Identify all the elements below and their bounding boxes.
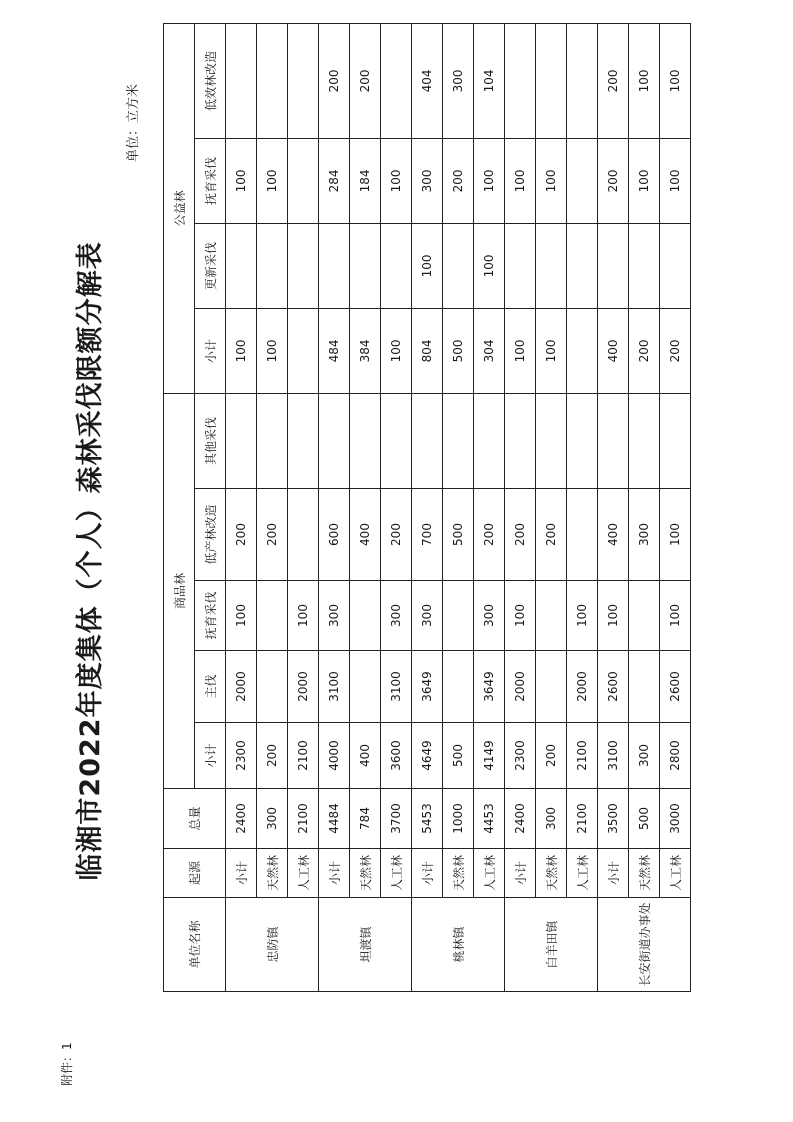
cell-c-sub: 400	[350, 723, 381, 789]
cell-c-main	[350, 651, 381, 723]
header-renewal-cut: 更新采伐	[195, 223, 226, 308]
cell-p-sub: 804	[412, 308, 443, 393]
header-low-efficiency: 低效林改造	[195, 23, 226, 138]
cell-total: 2100	[288, 789, 319, 849]
cell-p-low: 200	[319, 23, 350, 138]
cell-c-main: 3100	[381, 651, 412, 723]
cell-c-main	[443, 651, 474, 723]
cell-p-low	[505, 23, 536, 138]
cell-p-renew	[288, 223, 319, 308]
cell-c-other	[598, 393, 629, 488]
cell-c-main	[629, 651, 660, 723]
cell-p-tend: 200	[598, 138, 629, 223]
cell-total: 2400	[505, 789, 536, 849]
cell-origin: 人工林	[660, 849, 691, 898]
cell-p-low	[567, 23, 598, 138]
cell-c-other	[257, 393, 288, 488]
cell-origin: 天然林	[443, 849, 474, 898]
cell-c-tend	[443, 581, 474, 651]
cell-origin: 人工林	[567, 849, 598, 898]
cell-p-sub	[288, 308, 319, 393]
cell-origin: 天然林	[257, 849, 288, 898]
cell-c-low: 400	[598, 489, 629, 581]
cell-p-tend: 100	[660, 138, 691, 223]
unit-name-cell: 白羊田镇	[505, 898, 598, 992]
table-row	[598, 23, 629, 991]
cell-p-renew: 100	[474, 223, 505, 308]
cell-c-other	[474, 393, 505, 488]
quota-table-body	[226, 23, 691, 991]
cell-c-main: 2000	[226, 651, 257, 723]
header-main-cut: 主伐	[195, 651, 226, 723]
table-row	[660, 23, 691, 991]
table-row	[350, 23, 381, 991]
cell-p-tend: 300	[412, 138, 443, 223]
cell-c-sub: 2300	[505, 723, 536, 789]
header-public-forest: 公益林	[164, 23, 195, 393]
cell-p-low: 104	[474, 23, 505, 138]
cell-p-sub: 304	[474, 308, 505, 393]
unit-name-cell: 桃林镇	[412, 898, 505, 992]
cell-c-sub: 4649	[412, 723, 443, 789]
cell-p-tend: 284	[319, 138, 350, 223]
cell-c-low: 200	[505, 489, 536, 581]
cell-p-sub: 400	[598, 308, 629, 393]
cell-c-sub: 2100	[288, 723, 319, 789]
table-row	[536, 23, 567, 991]
cell-c-main: 2000	[288, 651, 319, 723]
unit-name-cell: 坦渡镇	[319, 898, 412, 992]
cell-origin: 天然林	[350, 849, 381, 898]
cell-p-renew	[319, 223, 350, 308]
cell-p-sub	[567, 308, 598, 393]
cell-c-other	[660, 393, 691, 488]
cell-origin: 小计	[505, 849, 536, 898]
cell-p-sub: 100	[257, 308, 288, 393]
header-commercial-subtotal: 小计	[195, 723, 226, 789]
cell-c-other	[319, 393, 350, 488]
cell-p-tend: 100	[536, 138, 567, 223]
cell-c-tend: 100	[660, 581, 691, 651]
cell-total: 3700	[381, 789, 412, 849]
cell-total: 1000	[443, 789, 474, 849]
cell-c-tend	[629, 581, 660, 651]
header-other-cut: 其他采伐	[195, 393, 226, 488]
cell-c-other	[288, 393, 319, 488]
cell-p-tend: 100	[381, 138, 412, 223]
cell-origin: 小计	[598, 849, 629, 898]
cell-c-low: 400	[350, 489, 381, 581]
cell-p-tend	[567, 138, 598, 223]
table-row	[474, 23, 505, 991]
cell-total: 2400	[226, 789, 257, 849]
table-row	[257, 23, 288, 991]
cell-c-tend: 300	[474, 581, 505, 651]
cell-p-low: 100	[660, 23, 691, 138]
table-row	[629, 23, 660, 991]
unit-name-cell: 忠防镇	[226, 898, 319, 992]
cell-c-main: 2000	[567, 651, 598, 723]
cell-c-low: 300	[629, 489, 660, 581]
unit-label: 单位：立方米	[126, 83, 141, 162]
cell-p-renew	[443, 223, 474, 308]
cell-total: 500	[629, 789, 660, 849]
cell-total: 2100	[567, 789, 598, 849]
quota-table	[163, 23, 691, 992]
cell-origin: 人工林	[381, 849, 412, 898]
cell-p-renew	[257, 223, 288, 308]
cell-c-main	[257, 651, 288, 723]
cell-p-sub: 200	[660, 308, 691, 393]
cell-c-other	[505, 393, 536, 488]
cell-p-tend: 100	[257, 138, 288, 223]
cell-origin: 人工林	[288, 849, 319, 898]
cell-p-renew	[226, 223, 257, 308]
table-row	[226, 23, 257, 991]
cell-c-tend	[350, 581, 381, 651]
cell-p-low	[288, 23, 319, 138]
cell-p-sub: 100	[536, 308, 567, 393]
header-low-yield: 低产林改造	[195, 489, 226, 581]
cell-p-tend: 200	[443, 138, 474, 223]
cell-c-sub: 2800	[660, 723, 691, 789]
cell-p-sub: 100	[381, 308, 412, 393]
header-unit-name: 单位名称	[164, 898, 226, 992]
cell-total: 4484	[319, 789, 350, 849]
cell-c-low	[567, 489, 598, 581]
cell-c-other	[443, 393, 474, 488]
cell-c-sub: 200	[536, 723, 567, 789]
document-title: 临湘市2022年度集体（个人）森林采伐限额分解表	[75, 241, 106, 881]
cell-p-low	[536, 23, 567, 138]
cell-c-tend: 100	[505, 581, 536, 651]
cell-origin: 天然林	[629, 849, 660, 898]
table-row	[412, 23, 443, 991]
cell-c-tend: 100	[288, 581, 319, 651]
unit-name-cell: 长安街道办事处	[598, 898, 691, 992]
cell-p-renew	[598, 223, 629, 308]
table-row	[443, 23, 474, 991]
cell-origin: 小计	[412, 849, 443, 898]
cell-p-renew	[505, 223, 536, 308]
cell-origin: 人工林	[474, 849, 505, 898]
cell-c-main: 2600	[598, 651, 629, 723]
cell-c-tend: 300	[412, 581, 443, 651]
cell-p-sub: 100	[505, 308, 536, 393]
cell-p-renew	[629, 223, 660, 308]
cell-c-sub: 200	[257, 723, 288, 789]
cell-c-sub: 300	[629, 723, 660, 789]
cell-c-other	[226, 393, 257, 488]
cell-c-tend	[536, 581, 567, 651]
cell-p-low	[381, 23, 412, 138]
cell-c-sub: 2100	[567, 723, 598, 789]
cell-c-low: 700	[412, 489, 443, 581]
cell-c-tend	[257, 581, 288, 651]
cell-total: 300	[257, 789, 288, 849]
cell-p-renew	[567, 223, 598, 308]
cell-c-main: 3649	[412, 651, 443, 723]
cell-c-tend: 100	[598, 581, 629, 651]
cell-total: 784	[350, 789, 381, 849]
cell-c-tend: 100	[567, 581, 598, 651]
cell-c-low: 500	[443, 489, 474, 581]
cell-p-low: 404	[412, 23, 443, 138]
cell-p-tend: 184	[350, 138, 381, 223]
cell-origin: 小计	[319, 849, 350, 898]
cell-total: 3500	[598, 789, 629, 849]
cell-p-low: 100	[629, 23, 660, 138]
cell-c-tend: 300	[381, 581, 412, 651]
cell-c-sub: 2300	[226, 723, 257, 789]
header-commercial-tending: 抚育采伐	[195, 581, 226, 651]
cell-c-sub: 4149	[474, 723, 505, 789]
cell-c-low: 200	[226, 489, 257, 581]
cell-p-low	[226, 23, 257, 138]
header-public-tending: 抚育采伐	[195, 138, 226, 223]
cell-p-renew	[381, 223, 412, 308]
cell-c-low	[288, 489, 319, 581]
cell-total: 5453	[412, 789, 443, 849]
cell-p-low: 300	[443, 23, 474, 138]
cell-c-main: 2000	[505, 651, 536, 723]
cell-c-low: 200	[474, 489, 505, 581]
cell-c-low: 200	[381, 489, 412, 581]
cell-p-low: 200	[350, 23, 381, 138]
cell-c-main: 2600	[660, 651, 691, 723]
annex-label: 附件：1	[60, 1042, 74, 1086]
cell-p-tend: 100	[505, 138, 536, 223]
cell-c-sub: 3600	[381, 723, 412, 789]
cell-c-sub: 4000	[319, 723, 350, 789]
cell-p-tend	[288, 138, 319, 223]
cell-total: 4453	[474, 789, 505, 849]
cell-c-tend: 300	[319, 581, 350, 651]
cell-c-tend: 100	[226, 581, 257, 651]
cell-total: 300	[536, 789, 567, 849]
cell-c-sub: 3100	[598, 723, 629, 789]
cell-p-sub: 200	[629, 308, 660, 393]
cell-p-renew	[350, 223, 381, 308]
cell-c-main	[536, 651, 567, 723]
cell-c-main: 3649	[474, 651, 505, 723]
table-row	[288, 23, 319, 991]
cell-p-tend: 100	[629, 138, 660, 223]
table-row	[567, 23, 598, 991]
header-origin: 起源	[164, 849, 226, 898]
cell-c-other	[629, 393, 660, 488]
cell-p-sub: 100	[226, 308, 257, 393]
cell-p-renew	[536, 223, 567, 308]
table-row	[505, 23, 536, 991]
cell-p-sub: 384	[350, 308, 381, 393]
table-row	[381, 23, 412, 991]
cell-p-low: 200	[598, 23, 629, 138]
cell-c-other	[350, 393, 381, 488]
cell-p-tend: 100	[474, 138, 505, 223]
cell-c-other	[412, 393, 443, 488]
cell-origin: 小计	[226, 849, 257, 898]
header-public-subtotal: 小计	[195, 308, 226, 393]
cell-c-low: 200	[536, 489, 567, 581]
cell-p-low	[257, 23, 288, 138]
cell-c-low: 100	[660, 489, 691, 581]
cell-c-low: 600	[319, 489, 350, 581]
cell-c-main: 3100	[319, 651, 350, 723]
cell-c-sub: 500	[443, 723, 474, 789]
header-commercial-forest: 商品林	[164, 393, 195, 788]
cell-c-low: 200	[257, 489, 288, 581]
cell-c-other	[536, 393, 567, 488]
cell-p-renew	[660, 223, 691, 308]
header-total: 总量	[164, 789, 226, 849]
cell-c-other	[567, 393, 598, 488]
cell-p-sub: 500	[443, 308, 474, 393]
cell-total: 3000	[660, 789, 691, 849]
cell-c-other	[381, 393, 412, 488]
cell-p-sub: 484	[319, 308, 350, 393]
cell-p-tend: 100	[226, 138, 257, 223]
cell-p-renew: 100	[412, 223, 443, 308]
table-row	[319, 23, 350, 991]
cell-origin: 天然林	[536, 849, 567, 898]
